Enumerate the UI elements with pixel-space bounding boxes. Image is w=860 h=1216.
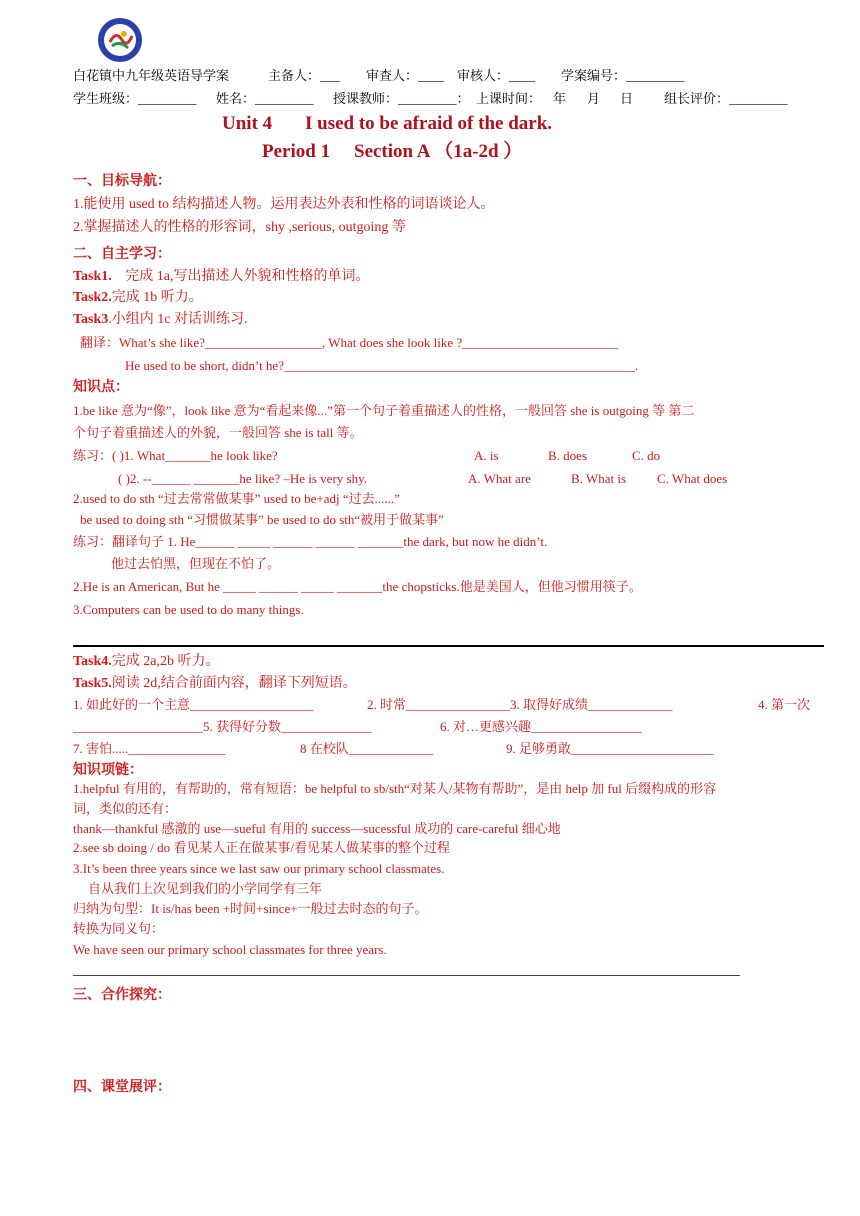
phrase-7: 7. 害怕....._______________	[73, 741, 226, 756]
links-l4: 归纳为句型：It is/has been +时间+since+一般过去时态的句子。	[73, 901, 428, 916]
links-l3: 3.It’s been three years since we last saw our primary school classmates.	[73, 861, 445, 876]
task3-label: Task3	[73, 312, 109, 327]
header-year: 年	[553, 91, 567, 106]
translate-line-1: 翻译：What’s she like?__________________, What does she look like ?________________________	[80, 335, 619, 350]
presentation-heading: 四、课堂展评：	[73, 1080, 171, 1095]
phrase-6: 6. 对…更感兴趣_________________	[440, 719, 642, 734]
goal-item-1: 1.能使用 used to 结构描述人物。运用表达外表和性格的词语谈论人。	[73, 197, 495, 212]
exercise-2-option-b: B. What is	[571, 471, 627, 486]
exercise-2-question: ( )2. --______ _______he like? –He is very shy.	[118, 471, 367, 486]
phrase-9: 9. 足够勇敢______________________	[506, 741, 715, 756]
task3	[73, 313, 248, 327]
translation-2: 2.He is an American, But he _____ ______ _____ _______the chopsticks.他是美国人，但他习惯用筷子。	[73, 579, 642, 594]
task1-label: Task1.	[73, 269, 112, 284]
header-plan-number: 学案编号：_________	[561, 68, 685, 83]
task2	[73, 291, 203, 305]
header-school: 白花镇中九年级英语导学案	[73, 68, 230, 83]
task4-text: 完成 2a,2b 听力。	[111, 654, 220, 669]
header-day: 日	[620, 91, 634, 106]
knowledge-heading: 知识点：	[73, 380, 129, 395]
header-month: 月	[587, 91, 601, 106]
title-section: Section A （1a-2d ）	[354, 141, 523, 162]
links-l3-chinese: 自从我们上次见到我们的小学同学有三年	[88, 881, 323, 896]
knowledge-p1a: 1.be like 意为“像”，look like 意为“看起来像...”第一个句子着重描述人的性格，一般回答 she is outgoing 等 第二	[73, 403, 695, 418]
header-evaluation: 组长评价：_________	[664, 91, 788, 106]
title-unit: Unit 4	[222, 113, 273, 134]
links-l6: We have seen our primary school classmates for three years.	[73, 942, 387, 957]
title-period: Period 1	[262, 141, 331, 162]
knowledge-p2b: be used to doing sth “习惯做某事” be used to do sth“被用于做某事”	[80, 512, 444, 527]
translate-line-2: He used to be short, didn’t he?______________________________________________________.	[125, 358, 639, 373]
task5	[73, 677, 357, 691]
knowledge-p1b: 个句子着重描述人的外貌，一般回答 she is tall 等。	[73, 425, 363, 440]
exercise-2-option-a: A. What are	[468, 471, 531, 486]
header-class: 学生班级：_________	[73, 91, 197, 106]
task1-text: 完成 1a,写出描述人外貌和性格的单词。	[125, 269, 370, 284]
exercise-1-option-b: B. does	[548, 448, 587, 463]
translation-3: 3.Computers can be used to do many things.	[73, 602, 304, 617]
links-heading: 知识项链：	[73, 763, 143, 778]
self-study-heading: 二、自主学习：	[73, 247, 171, 262]
phrase-2-3: 2. 时常________________3. 取得好成绩_____________	[367, 697, 673, 712]
school-logo	[96, 16, 144, 64]
phrase-8: 8 在校队_____________	[300, 741, 434, 756]
exercise-1-option-c: C. do	[632, 448, 661, 463]
task4	[73, 655, 220, 669]
answer-line	[73, 975, 740, 976]
links-l1c: thank—thankful 感激的 use—sueful 有用的 success—sucessful 成功的 care-careful 细心地	[73, 821, 561, 836]
header-time: 上课时间：	[476, 91, 542, 106]
task3-text: .小组内 1c 对话训练习.	[108, 312, 248, 327]
task4-label: Task4.	[73, 654, 112, 669]
exercise-1-question: 练习：( )1. What_______he look like?	[73, 448, 278, 463]
exercise-2-option-c: C. What does	[657, 471, 728, 486]
task2-label: Task2.	[73, 290, 112, 305]
header-name: 姓名：_________	[216, 91, 314, 106]
links-l1a: 1.helpful 有用的，有帮助的，常有短语：be helpful to sb/sth“对某人/某物有帮助”，是由 help 加 ful 后缀构成的形容	[73, 781, 717, 796]
cooperation-heading: 三、合作探究：	[73, 988, 171, 1003]
exercise-1-option-a: A. is	[474, 448, 499, 463]
links-l1b: 词，类似的还有：	[73, 801, 178, 816]
knowledge-p2a: 2.used to do sth “过去常常做某事” used to be+adj “过去......”	[73, 491, 400, 506]
task2-text: 完成 1b 听力。	[111, 290, 203, 305]
header-checker: 审查人：____	[366, 68, 445, 83]
header-teacher: 授课教师：_________：	[333, 91, 470, 106]
phrase-4-5: ____________________5. 获得好分数______________	[73, 719, 373, 734]
task5-label: Task5.	[73, 676, 112, 691]
phrase-1: 1. 如此好的一个主意___________________	[73, 697, 314, 712]
title-sentence: I used to be afraid of the dark.	[305, 113, 553, 134]
links-l2: 2.see sb doing / do 看见某人正在做某事/看见某人做某事的整个过程	[73, 840, 450, 855]
header-preparer: 主备人：___	[268, 68, 340, 83]
task5-text: 阅读 2d,结合前面内容，翻译下列短语。	[111, 676, 357, 691]
phrase-4: 4. 第一次	[758, 697, 811, 712]
translation-1: 练习：翻译句子 1. He______ _____ ______ ______ _______the dark, but now he didn’t.	[73, 534, 548, 549]
goal-item-2: 2.掌握描述人的性格的形容词，shy ,serious, outgoing 等	[73, 220, 406, 235]
header-reviewer: 审核人：____	[457, 68, 536, 83]
task1	[73, 270, 370, 284]
translation-1-chinese: 他过去怕黑，但现在不怕了。	[111, 556, 281, 571]
goals-heading: 一、目标导航：	[73, 174, 171, 189]
section-divider	[73, 645, 824, 647]
links-l5: 转换为同义句：	[73, 921, 165, 936]
